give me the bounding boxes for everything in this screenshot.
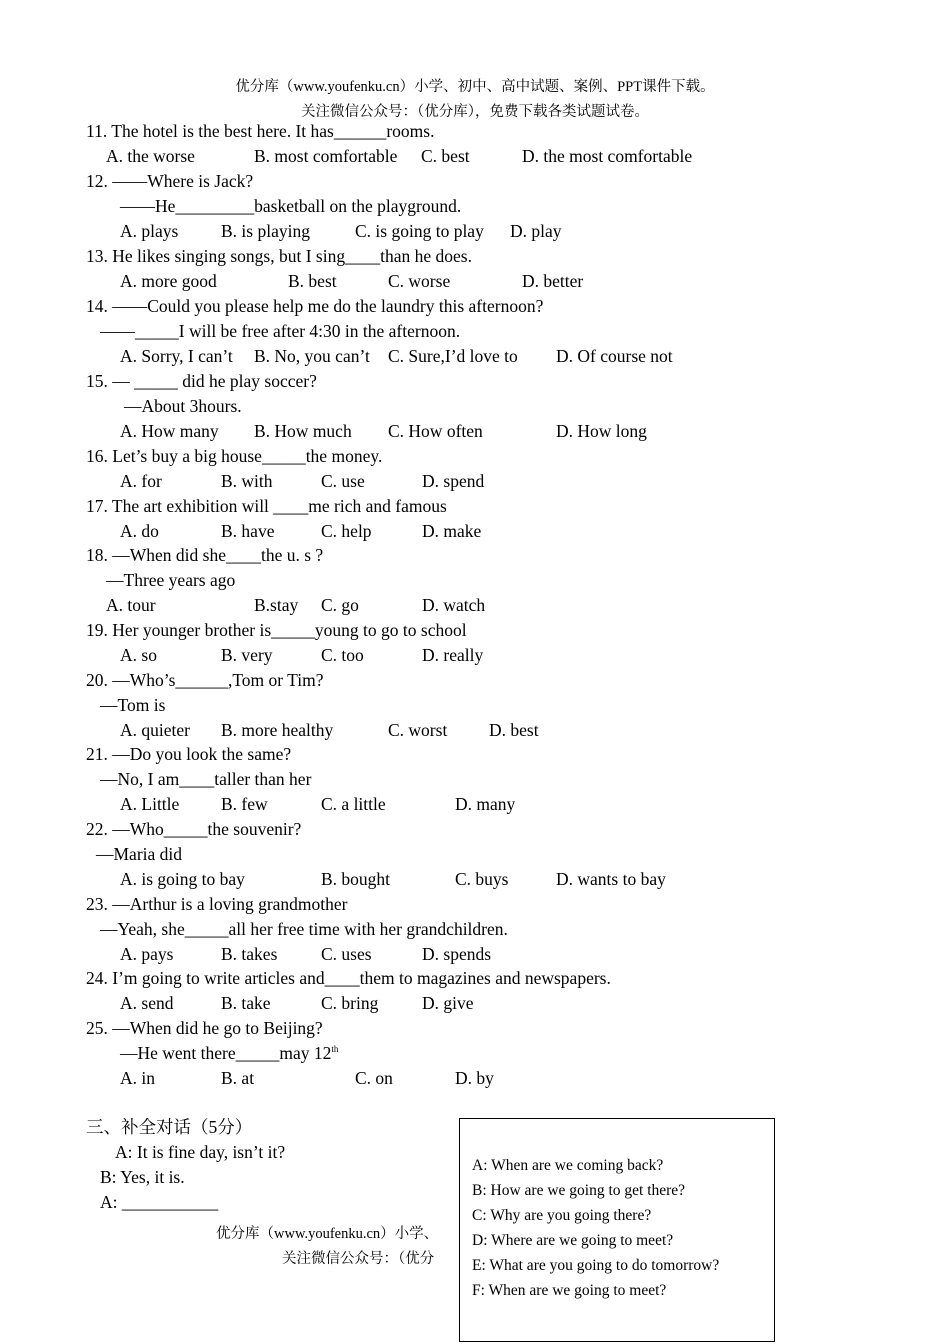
q15-stem: 15. — _____ did he play soccer? <box>86 371 317 391</box>
q15-option-d: D. How long <box>556 421 647 441</box>
q16-stem: 16. Let’s buy a big house_____the money. <box>86 446 383 466</box>
q20-stem: 20. —Who’s______,Tom or Tim? <box>86 670 324 690</box>
q22-option-b: B. bought <box>321 869 391 889</box>
q19-option-a: A. so <box>120 645 157 665</box>
q12-option-a: A. plays <box>120 221 179 241</box>
q24-option-a: A. send <box>120 993 174 1013</box>
q20-option-a: A. quieter <box>120 720 190 740</box>
q23-stem: 23. —Arthur is a loving grandmother <box>86 894 348 914</box>
q24-option-d: D. give <box>422 993 474 1013</box>
q17-option-b: B. have <box>221 521 275 541</box>
dialogue-line-2: B: Yes, it is. <box>100 1167 185 1187</box>
q14-option-b: B. No, you can’t <box>254 346 370 366</box>
q13-stem: 13. He likes singing songs, but I sing____than he does. <box>86 246 472 266</box>
q12-option-d: D. play <box>510 221 562 241</box>
header-line-1: 优分库（www.youfenku.cn）小学、初中、高中试题、案例、PPT课件下载。 <box>235 79 715 95</box>
q25-answer-text: —He went there_____may 12 <box>120 1043 332 1063</box>
q15-option-c: C. How often <box>388 421 483 441</box>
box-option-f: F: When are we going to meet? <box>472 1282 667 1299</box>
q19-option-b: B. very <box>221 645 273 665</box>
q23-option-b: B. takes <box>221 944 278 964</box>
q18-answer-line: —Three years ago <box>106 570 236 590</box>
q24-stem: 24. I’m going to write articles and____them to magazines and newspapers. <box>86 968 611 988</box>
box-option-d: D: Where are we going to meet? <box>472 1232 674 1249</box>
q23-option-d: D. spends <box>422 944 492 964</box>
q14-stem: 14. ——Could you please help me do the laundry this afternoon? <box>86 296 544 316</box>
q13-option-c: C. worse <box>388 271 451 291</box>
q24-option-b: B. take <box>221 993 271 1013</box>
q18-option-c: C. go <box>321 595 359 615</box>
q25-answer-line <box>120 1045 338 1063</box>
header-line-2: 关注微信公众号：（优分库），免费下载各类试题试卷。 <box>301 104 649 120</box>
box-option-c: C: Why are you going there? <box>472 1207 652 1224</box>
q15-option-a: A. How many <box>120 421 219 441</box>
q25-option-a: A. in <box>120 1068 155 1088</box>
q23-option-c: C. uses <box>321 944 372 964</box>
q17-option-a: A. do <box>120 521 159 541</box>
q18-option-d: D. watch <box>422 595 486 615</box>
q16-option-a: A. for <box>120 471 162 491</box>
q12-answer-line: ——He_________basketball on the playground. <box>120 196 462 216</box>
q18-stem: 18. —When did she____the u. s ? <box>86 545 324 565</box>
q19-stem: 19. Her younger brother is_____young to go to school <box>86 620 467 640</box>
q23-option-a: A. pays <box>120 944 174 964</box>
footer-line-1: 优分库（www.youfenku.cn）小学、 <box>216 1226 439 1242</box>
q17-stem: 17. The art exhibition will ____me rich and famous <box>86 496 447 516</box>
footer-line-2: 关注微信公众号：（优分 <box>282 1251 435 1267</box>
q21-option-c: C. a little <box>321 794 386 814</box>
section3-title: 三、补全对话（5分） <box>86 1117 253 1137</box>
q22-option-c: C. buys <box>455 869 509 889</box>
box-option-a: A: When are we coming back? <box>472 1157 664 1174</box>
dialogue-line-1: A: It is fine day, isn’t it? <box>115 1142 286 1162</box>
q21-stem: 21. —Do you look the same? <box>86 744 292 764</box>
q15-answer-line: —About 3hours. <box>124 396 242 416</box>
q22-answer-line: —Maria did <box>96 844 183 864</box>
q14-option-a: A. Sorry, I can’t <box>120 346 233 366</box>
q16-option-b: B. with <box>221 471 273 491</box>
q17-option-c: C. help <box>321 521 372 541</box>
q13-option-d: D. better <box>522 271 584 291</box>
q20-answer-line: —Tom is <box>100 695 166 715</box>
q19-option-d: D. really <box>422 645 484 665</box>
box-option-b: B: How are we going to get there? <box>472 1182 686 1199</box>
q11-option-a: A. the worse <box>106 146 195 166</box>
q18-option-a: A. tour <box>106 595 156 615</box>
q14-option-d: D. Of course not <box>556 346 673 366</box>
q25-stem: 25. —When did he go to Beijing? <box>86 1018 323 1038</box>
q22-option-a: A. is going to bay <box>120 869 245 889</box>
q24-option-c: C. bring <box>321 993 379 1013</box>
q25-ordinal-suffix: th <box>331 1044 339 1055</box>
q17-option-d: D. make <box>422 521 482 541</box>
q12-stem: 12. ——Where is Jack? <box>86 171 254 191</box>
q16-option-d: D. spend <box>422 471 485 491</box>
q20-option-b: B. more healthy <box>221 720 334 740</box>
q11-stem: 11. The hotel is the best here. It has______rooms. <box>86 121 435 141</box>
q11-option-c: C. best <box>421 146 470 166</box>
q22-option-d: D. wants to bay <box>556 869 666 889</box>
q19-option-c: C. too <box>321 645 364 665</box>
q22-stem: 22. —Who_____the souvenir? <box>86 819 302 839</box>
q23-answer-line: —Yeah, she_____all her free time with her grandchildren. <box>100 919 508 939</box>
q11-option-d: D. the most comfortable <box>522 146 693 166</box>
options-box <box>459 1118 775 1342</box>
q25-option-b: B. at <box>221 1068 255 1088</box>
q13-option-b: B. best <box>288 271 337 291</box>
q21-option-d: D. many <box>455 794 516 814</box>
q12-option-b: B. is playing <box>221 221 310 241</box>
q11-option-b: B. most comfortable <box>254 146 398 166</box>
q14-option-c: C. Sure,I’d love to <box>388 346 518 366</box>
q25-option-d: D. by <box>455 1068 494 1088</box>
q25-option-c: C. on <box>355 1068 393 1088</box>
q21-option-a: A. Little <box>120 794 180 814</box>
q15-option-b: B. How much <box>254 421 352 441</box>
box-option-e: E: What are you going to do tomorrow? <box>472 1257 720 1274</box>
q20-option-c: C. worst <box>388 720 448 740</box>
q21-option-b: B. few <box>221 794 268 814</box>
q13-option-a: A. more good <box>120 271 217 291</box>
q20-option-d: D. best <box>489 720 539 740</box>
dialogue-line-3: A: ___________ <box>100 1192 219 1212</box>
q14-answer-line: ——_____I will be free after 4:30 in the afternoon. <box>100 321 461 341</box>
q12-option-c: C. is going to play <box>355 221 484 241</box>
q18-option-b: B.stay <box>254 595 299 615</box>
q21-answer-line: —No, I am____taller than her <box>100 769 312 789</box>
q16-option-c: C. use <box>321 471 365 491</box>
